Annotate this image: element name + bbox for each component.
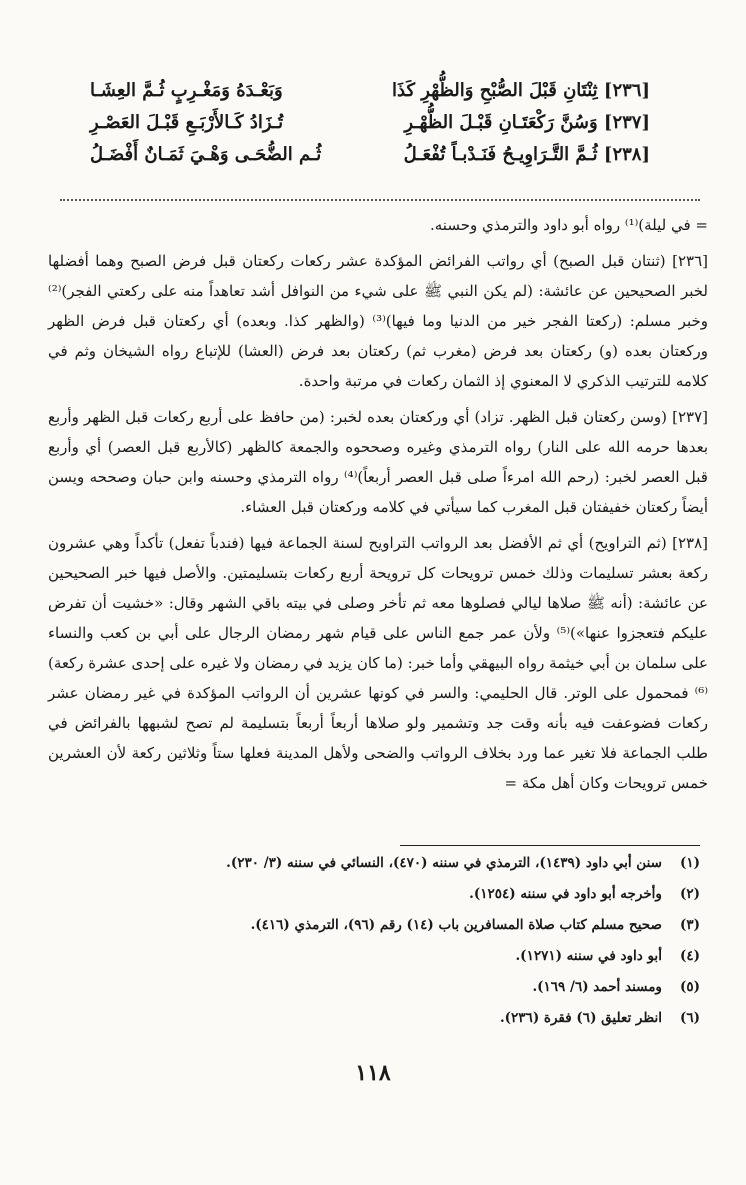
footnote-rule — [400, 845, 700, 846]
footnote-item — [160, 972, 700, 1003]
dotted-separator — [60, 199, 700, 201]
paragraph-237: [٢٣٧] (وسن ركعتان قبل الظهر. تزاد) أي وركعتان بعده لخبر: (من حافظ على أربع ركعات قبل الظهر وأربع بعدها حرمه الله على النار) رواه الترمذي وغيره وصححوه والجمعة كالظهر (كالأربع قبل العصر) أي وأربع قبل العصر لخبر: (رحم الله امرءاً صلى قبل العصر أربعاً)⁽⁴⁾ رواه الترمذي وحسنه وابن حبان وصححه ويسن أيضاً ركعتان خفيفتان قبل المغرب كما سيأتي في كلامه وركعتان قبل العشاء. — [48, 408, 708, 516]
commentary — [48, 210, 708, 804]
verse-238-second-hemistich: ثُـم الضُّحَـى وَهْـيَ ثَمَـانٌ أَفْضَـلُ — [90, 144, 322, 165]
footnote-number: (٤) — [679, 948, 700, 964]
verse-237 — [90, 112, 650, 144]
footnote-text: صحيح مسلم كتاب صلاة المسافرين باب (١٤) رقم (٩٦)، الترمذي (٤١٦). — [250, 917, 662, 933]
continuation-line: = في ليلة)⁽¹⁾ رواه أبو داود والترمذي وحسنه. — [429, 216, 708, 234]
footnote-number: (٦) — [679, 1010, 700, 1026]
page-number: ١١٨ — [355, 1060, 391, 1086]
footnote-text: ومسند أحمد (٦/ ١٦٩). — [532, 979, 662, 995]
footnote-text: انظر تعليق (٦) فقرة (٢٣٦). — [499, 1010, 662, 1026]
footnote-item — [160, 848, 700, 879]
verse-block — [90, 80, 650, 176]
verse-236-second-hemistich: وَبَعْـدَهُ وَمَغْـرِبٍ ثُـمَّ العِشَـا — [90, 80, 283, 101]
footnote-item — [160, 1003, 700, 1034]
verse-238-first-hemistich: [٢٣٨] ثُـمَّ التَّـرَاوِيـحُ فَنَـدْبـاً تُفْعَـلُ — [403, 144, 650, 165]
verse-238 — [90, 144, 650, 176]
verse-237-first-hemistich: [٢٣٧] وَسُنَّ رَكْعَتَـانِ قَبْـلَ الظُّهْـرِ — [404, 112, 650, 133]
footnote-number: (٣) — [679, 917, 700, 933]
verse-237-second-hemistich: تُـزَادُ كَـالأَرْبَـعِ قَبْـلَ العَصْـرِ — [90, 112, 284, 133]
footnote-item — [160, 879, 700, 910]
footnote-text: أبو داود في سننه (١٢٧١). — [515, 948, 662, 964]
footnote-text: سنن أبي داود (١٤٣٩)، الترمذي في سننه (٤٧٠)، النسائي في سننه (٣/ ٢٣٠). — [226, 855, 662, 871]
paragraph-236: [٢٣٦] (ثنتان قبل الصبح) أي رواتب الفرائض المؤكدة عشر ركعات ركعتان قبل فرض الصبح وهما أفضلها لخبر الصحيحين عن عائشة: (لم يكن النبي ﷺ على شيء من النوافل أشد تعاهداً منه على ركعتي الفجر)⁽²⁾ وخبر مسلم: (ركعتا الفجر خير من الدنيا وما فيها)⁽³⁾ (والظهر كذا. وبعده) أي ركعتان قبل فرض الظهر وركعتان بعده (و) ركعتان بعد فرض (مغرب ثم) ركعتان بعد فرض (العشا) للإتباع رواه الشيخان وثم في كلامه للترتيب الذكري لا المعنوي إذ الثمان ركعات في مرتبة واحدة. — [48, 252, 709, 390]
paragraph-238: [٢٣٨] (ثم التراويح) أي ثم الأفضل بعد الرواتب التراويح لسنة الجماعة فيها (فندباً تفعل) تأكداً وهي عشرون ركعة بعشر تسليمات وذلك خمس ترويحات كل ترويحة أربع ركعات بتسليمتين. والأصل فيها خبر الصحيحين عن عائشة: (أنه ﷺ صلاها ليالي فصلوها معه ثم تأخر وصلى في بيته باقي الشهر وقال: «خشيت أن تفرض عليكم فتعجزوا عنها»)⁽⁵⁾ ولأن عمر جمع الناس على قيام شهر رمضان الرجال على أبي بن كعب والنساء على سلمان بن أبي خيثمة رواه البيهقي وأما خبر: (ما كان يزيد في رمضان ولا غيره على إحدى عشرة ركعة)⁽⁶⁾ فمحمول على الوتر. قال الحليمي: والسر في كونها عشرين أن الرواتب المؤكدة في غير رمضان عشر ركعات فضوعفت فيه بأنه وقت جد وتشمير ولو صلاها أربعاً أربعاً بتسليمة لم تصح لشبهها بالفرائض في طلب الجماعة فلا تغير عما ورد بخلاف الرواتب والضحى ولأهل المدينة فعلها ستاً وثلاثين ركعة لأن العشرين خمس ترويحات وكان أهل مكة = — [48, 534, 708, 792]
footnotes — [160, 848, 700, 1034]
footnote-number: (٥) — [679, 979, 700, 995]
footnote-item — [160, 941, 700, 972]
footnote-number: (١) — [679, 855, 700, 871]
footnote-item — [160, 910, 700, 941]
footnote-number: (٢) — [679, 886, 700, 902]
verse-236 — [90, 80, 650, 112]
footnote-text: وأخرجه أبو داود في سننه (١٢٥٤). — [469, 886, 662, 902]
verse-236-first-hemistich: [٢٣٦] ثِنْتَانِ قَبْلَ الصُّبْحِ وَالظُّهْرِ كَذَا — [392, 80, 650, 101]
